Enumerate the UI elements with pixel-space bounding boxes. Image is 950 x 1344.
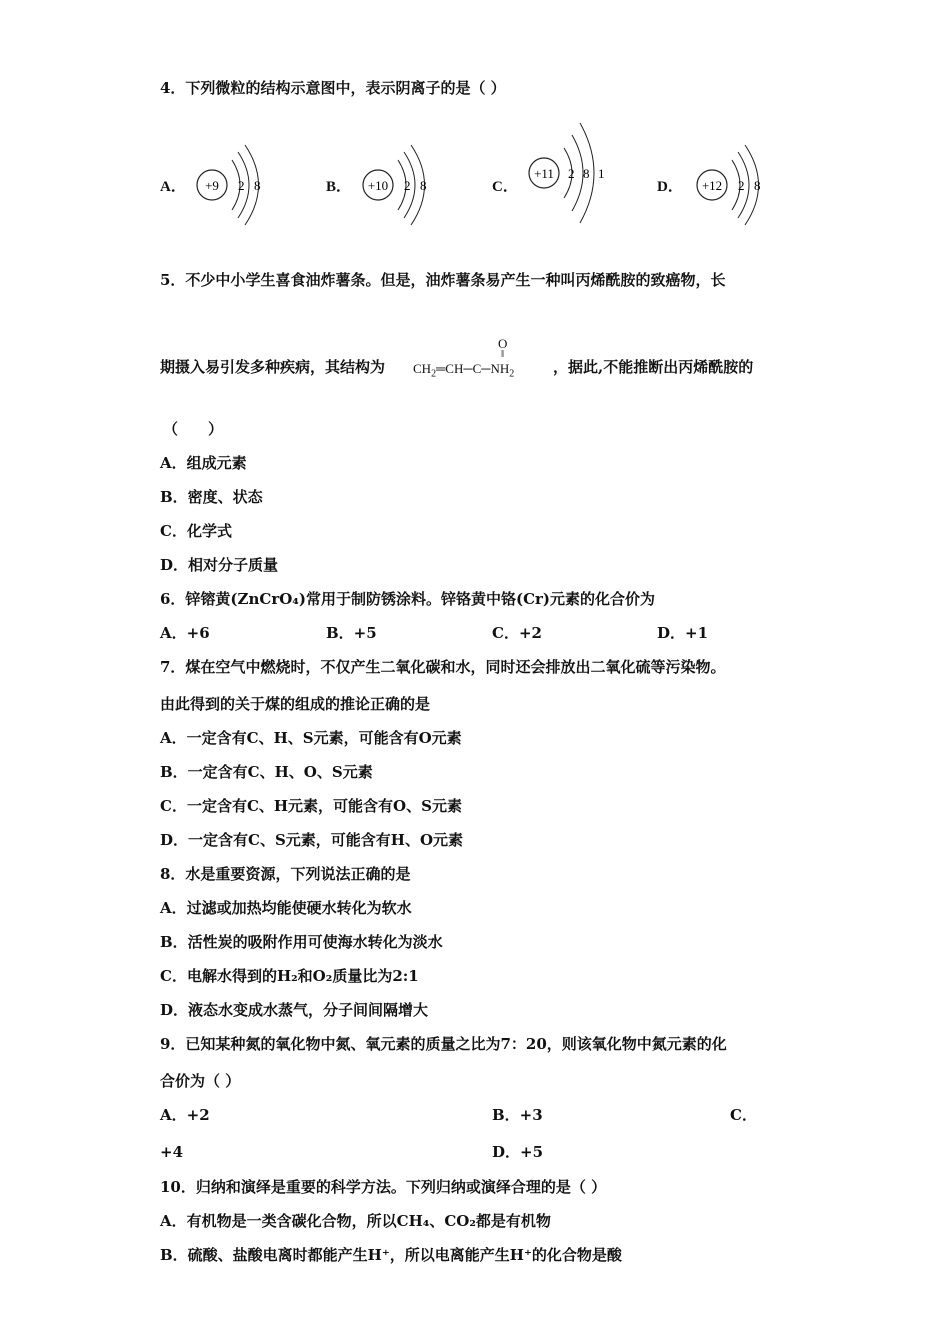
- q8-option-d: D．液态水变成水蒸气，分子间间隔增大: [160, 1001, 429, 1019]
- q5-paren: （ ）: [163, 420, 224, 438]
- q9-stem-line2: 合价为（ ）: [160, 1072, 241, 1090]
- nucleus-b: +10: [367, 178, 389, 193]
- q6-option-d: D．+1: [657, 624, 709, 642]
- q9-option-c: C．: [730, 1106, 757, 1124]
- atom-diagram-b: [356, 140, 441, 230]
- q8-stem: 8．水是重要资源，下列说法正确的是: [160, 865, 411, 883]
- q10-option-b: B．硫酸、盐酸电离时都能产生H⁺，所以电离能产生H⁺的化合物是酸: [160, 1246, 622, 1264]
- q4-stem: 4．下列微粒的结构示意图中，表示阴离子的是（ ）: [160, 79, 506, 97]
- shell-d-2: 8: [754, 178, 761, 193]
- q8-option-a: A．过滤或加热均能使硬水转化为软水: [160, 899, 412, 917]
- q10-stem: 10．归纳和演绎是重要的科学方法。下列归纳或演绎合理的是（ ）: [160, 1178, 607, 1196]
- q5-option-a: A．组成元素: [160, 454, 247, 472]
- shell-c-2: 8: [583, 166, 590, 181]
- q7-stem-line2: 由此得到的关于煤的组成的推论正确的是: [160, 695, 431, 713]
- q4-option-c-label: C．: [492, 179, 518, 195]
- q6-option-b: B．+5: [326, 624, 377, 642]
- q9-stem-line1: 9．已知某种氮的氧化物中氮、氧元素的质量之比为7：20，则该氧化物中氮元素的化: [160, 1035, 727, 1053]
- struct-ch2: CH: [413, 361, 432, 376]
- q7-option-b: B．一定含有C、H、O、S元素: [160, 763, 373, 781]
- q9-option-b: B．+3: [492, 1106, 543, 1124]
- q6-stem: 6．锌镕黄(ZnCrO₄)常用于制防锈涂料。锌铬黄中铬(Cr)元素的化合价为: [160, 590, 656, 608]
- q10-option-a: A．有机物是一类含碳化合物，所以CH₄、CO₂都是有机物: [160, 1212, 551, 1230]
- q7-option-a: A．一定含有C、H、S元素，可能含有O元素: [160, 729, 462, 747]
- struct-nh2: NH: [490, 361, 510, 376]
- q9-option-d: D．+5: [492, 1143, 544, 1161]
- q5-stem-line2-post: ，据此,不能推断出丙烯酰胺的: [553, 358, 754, 376]
- shell-a-2: 8: [254, 178, 261, 193]
- nucleus-d: +12: [701, 178, 723, 193]
- atom-diagram-c: [522, 115, 617, 225]
- q5-option-d: D．相对分子质量: [160, 556, 279, 574]
- q9-option-a: A．+2: [160, 1106, 210, 1124]
- shell-a-1: 2: [238, 178, 245, 193]
- q5-stem-line2-pre: 期摄入易引发多种疾病，其结构为: [160, 358, 386, 376]
- struct-c: C: [472, 361, 482, 376]
- q6-option-a: A．+6: [160, 624, 210, 642]
- q4-option-d-label: D．: [657, 179, 683, 195]
- shell-c-3: 1: [598, 166, 605, 181]
- atom-diagram-a: [190, 140, 275, 230]
- shell-b-2: 8: [420, 178, 427, 193]
- q9-option-c-value: +4: [160, 1143, 184, 1161]
- q7-option-d: D．一定含有C、S元素，可能含有H、O元素: [160, 831, 464, 849]
- struct-ch: CH: [445, 361, 464, 376]
- q7-option-c: C．一定含有C、H元素，可能含有O、S元素: [160, 797, 462, 815]
- q4-option-b-label: B．: [326, 179, 352, 195]
- q5-stem-line1: 5．不少中小学生喜食油炸薯条。但是，油炸薯条易产生一种叫丙烯酰胺的致癌物，长: [160, 271, 726, 289]
- atom-diagram-d: [690, 140, 775, 230]
- nucleus-c: +11: [534, 166, 554, 181]
- q4-option-a-label: A．: [160, 179, 186, 195]
- nucleus-a: +9: [205, 178, 219, 193]
- shell-d-1: 2: [738, 178, 745, 193]
- shell-b-1: 2: [404, 178, 411, 193]
- struct-o: O: [498, 336, 508, 351]
- q5-option-b: B．密度、状态: [160, 488, 263, 506]
- shell-c-1: 2: [568, 166, 575, 181]
- q8-option-c: C．电解水得到的H₂和O₂质量比为2:1: [160, 967, 419, 985]
- acrylamide-structure: O ‖ $CH_2═CH─C─NH_2$: [413, 336, 515, 380]
- q8-option-b: B．活性炭的吸附作用可使海水转化为淡水: [160, 933, 443, 951]
- q5-option-c: C．化学式: [160, 522, 232, 540]
- q7-stem-line1: 7．煤在空气中燃烧时，不仅产生二氧化碳和水，同时还会排放出二氧化硫等污染物。: [160, 658, 726, 676]
- q6-option-c: C．+2: [492, 624, 542, 642]
